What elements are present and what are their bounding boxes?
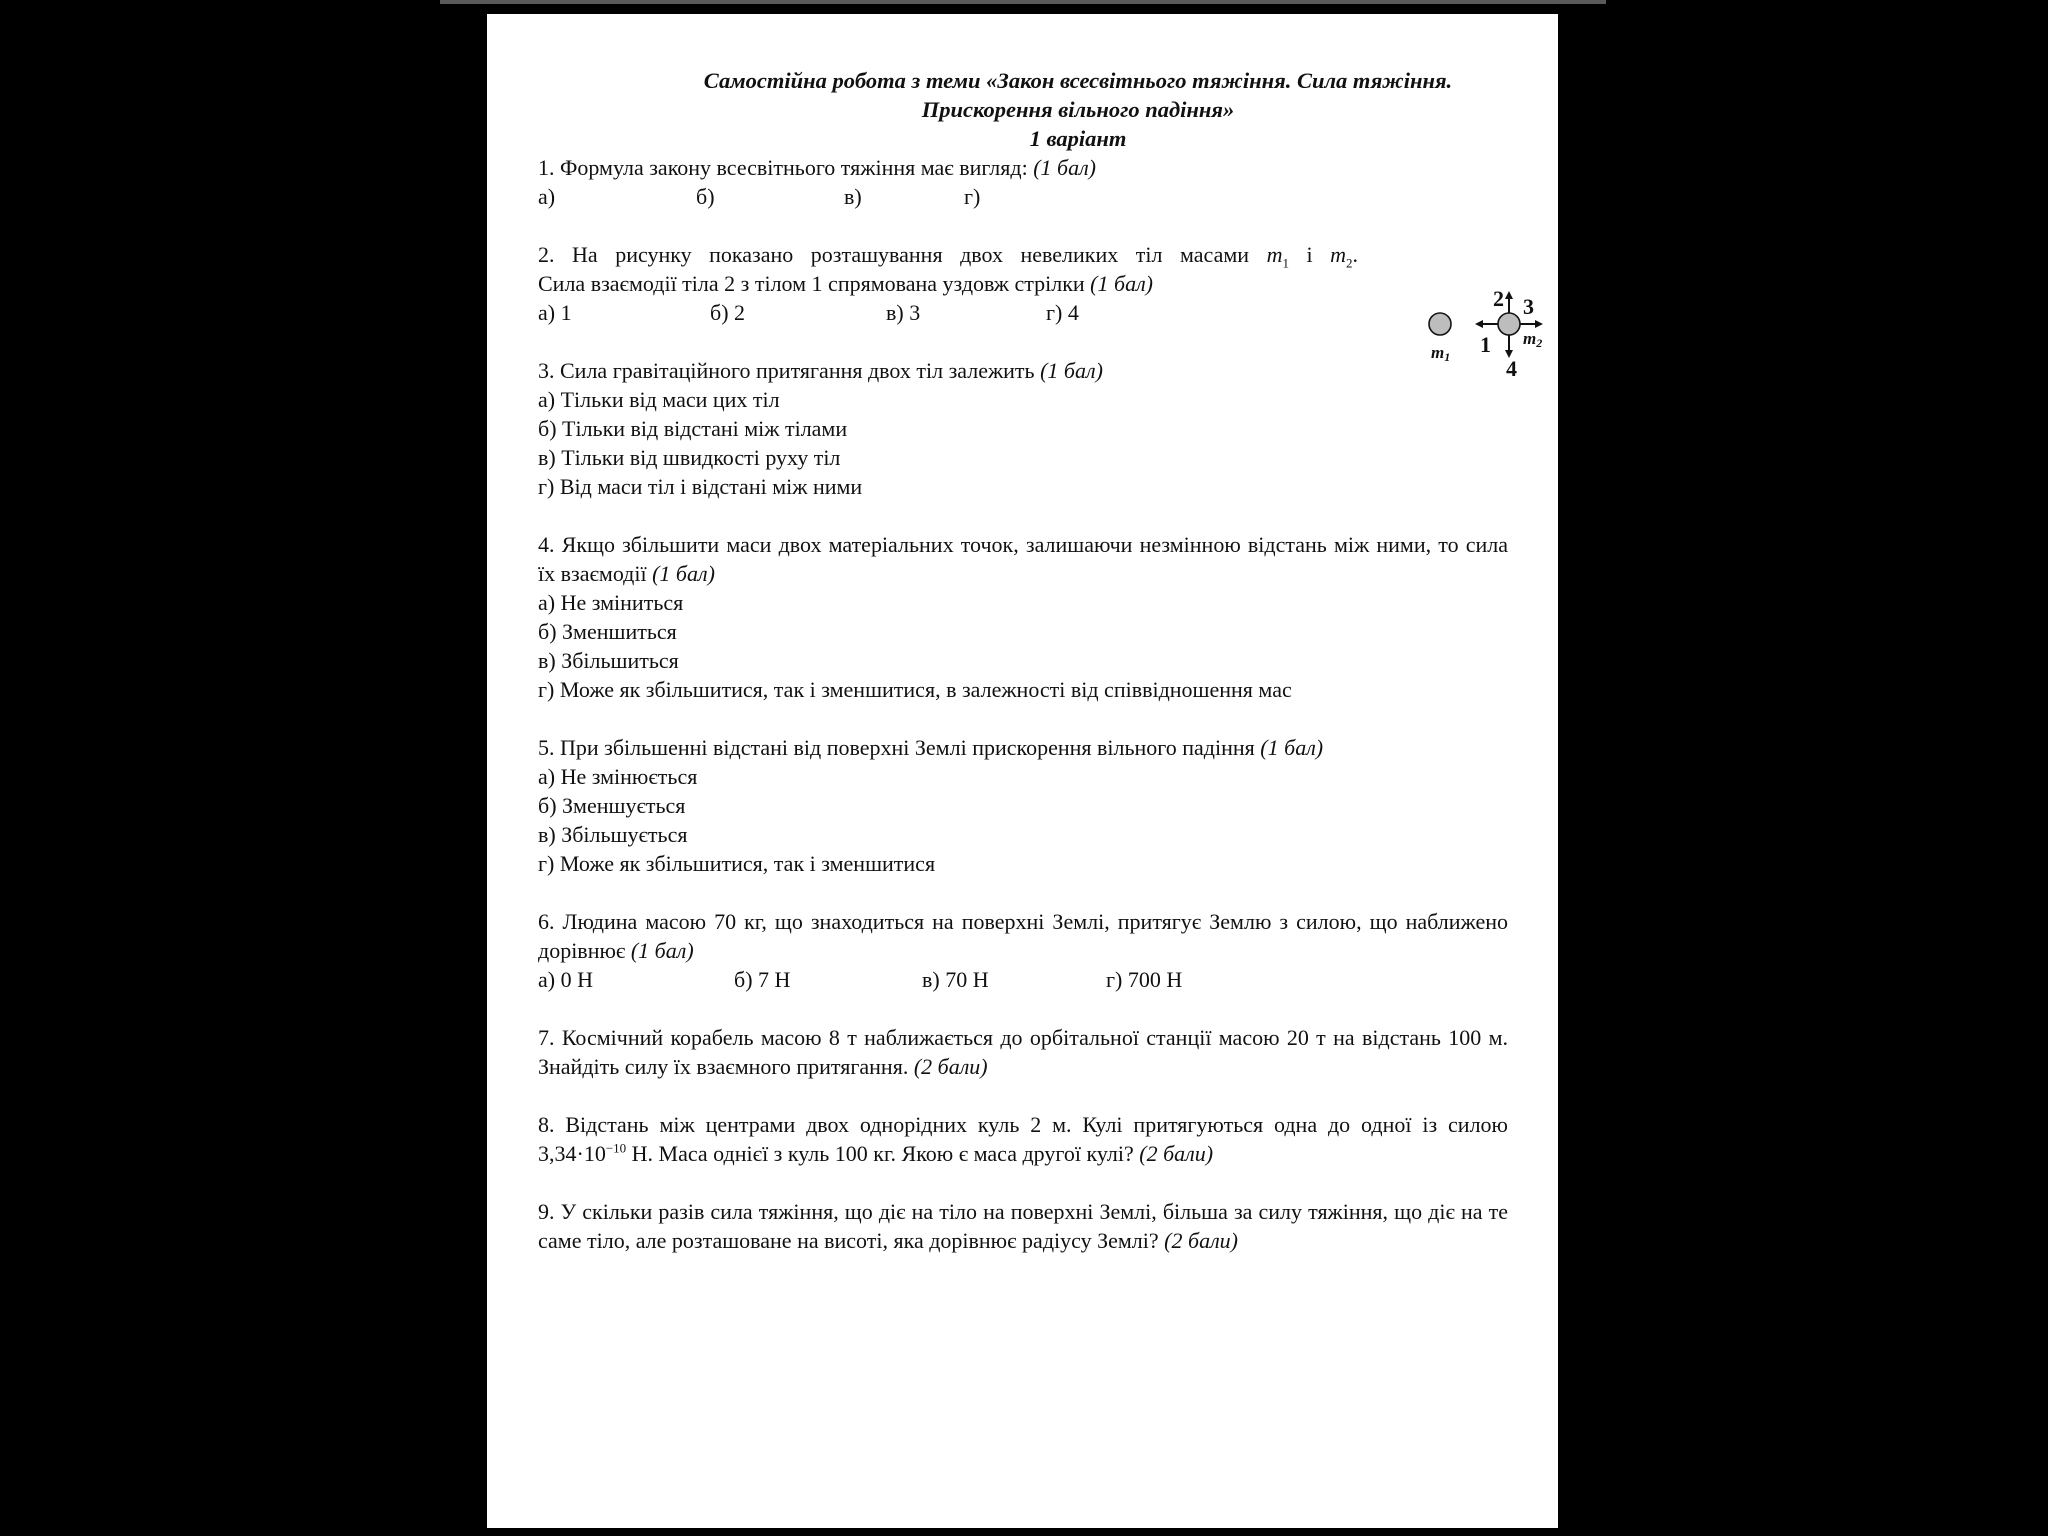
option-a: а) (538, 184, 556, 209)
viewer-top-strip (440, 0, 1606, 4)
question-5 (538, 733, 1508, 878)
mass-label-2: m2 (1523, 329, 1543, 350)
option-b: б) Зменшується (538, 793, 686, 818)
question-4 (538, 530, 1508, 704)
question-9 (538, 1197, 1508, 1255)
option-a: а) Не змінюється (538, 764, 698, 789)
question-2-points: (1 бал) (1090, 271, 1153, 296)
arrow-label-3: 3 (1523, 294, 1534, 319)
option-a: а) 1 (538, 300, 572, 325)
option-c: в) Збільшується (538, 822, 688, 847)
question-7 (538, 1023, 1508, 1081)
arrow-1-head (1475, 320, 1483, 328)
option-b: б) (696, 184, 715, 209)
question-6 (538, 907, 1508, 994)
mass-1-circle (1429, 313, 1451, 335)
title-line-2: Прискорення вільного падіння» (921, 97, 1235, 122)
question-9-text: 9. У скільки разів сила тяжіння, що діє на тіло на поверхні Землі, більша за силу тяжіння, що діє на те саме тіло, але розташоване на висоті, яка дорівнює радіусу Землі? (2 бали) (538, 1199, 1508, 1253)
question-9-points: (2 бали) (1164, 1228, 1238, 1253)
question-8-points: (2 бали) (1139, 1141, 1214, 1166)
option-c: в) Тільки від швидкості руху тіл (538, 445, 841, 470)
question-1 (538, 153, 1508, 211)
question-6-options (538, 965, 1508, 994)
question-6-points: (1 бал) (630, 938, 694, 963)
question-5-text: 5. При збільшенні відстані від поверхні Землі прискорення вільного падіння (1 бал) (538, 735, 1324, 760)
question-3-points: (1 бал) (1040, 358, 1103, 383)
question-5-points: (1 бал) (1260, 735, 1324, 760)
question-2 (538, 240, 1358, 327)
document-title (598, 66, 1558, 153)
option-b: б) 7 Н (734, 967, 791, 992)
option-a: а) Тільки від маси цих тіл (538, 387, 780, 412)
question-3-text: 3. Сила гравітаційного притягання двох тіл залежить (1 бал) (538, 358, 1103, 383)
question-8 (538, 1110, 1508, 1168)
two-bodies-figure (1423, 284, 1563, 379)
question-4-points: (1 бал) (652, 561, 715, 586)
question-2-text: 2. На рисунку показано розташування двох невеликих тіл масами $m_1$ і $m_2$. (538, 242, 1359, 271)
title-line-1: Самостійна робота з теми «Закон всесвітнього тяжіння. Сила тяжіння. (703, 68, 1453, 93)
question-7-text: 7. Космічний корабель масою 8 т наближається до орбітальної станції масою 20 т на відстань 100 м. Знайдіть силу їх взаємного притягання. (2 бали) (538, 1025, 1508, 1079)
mass-label-1: m1 (1431, 343, 1451, 364)
question-8-text: 8. Відстань між центрами двох однорідних куль 2 м. Кулі притягуються одна до одної із силою $3,34\cdot 10^{-10}$ Н. Маса однієї з куль 100 кг. Якою є маса другої кулі? (2 бали) (538, 1112, 1508, 1166)
question-3 (538, 356, 1508, 501)
option-a: а) Не зміниться (538, 590, 684, 615)
question-6-text: 6. Людина масою 70 кг, що знаходиться на поверхні Землі, притягує Землю з силою, що наближено дорівнює (1 бал) (538, 909, 1508, 963)
option-a: а) 0 Н (538, 967, 593, 992)
option-c: в) 70 Н (922, 967, 989, 992)
arrow-label-2: 2 (1493, 286, 1504, 311)
arrow-label-1: 1 (1480, 332, 1491, 357)
option-d: г) 700 Н (1106, 967, 1183, 992)
question-1-text: 1. Формула закону всесвітнього тяжіння має вигляд: (1 бал) (538, 155, 1096, 180)
option-d: г) (964, 184, 981, 209)
document-content (538, 66, 1543, 1255)
title-line-3: 1 варіант (1029, 126, 1127, 151)
mass-2-circle (1498, 313, 1520, 335)
option-d: г) Може як збільшитися, так і зменшитися, в залежності від співвідношення мас (538, 677, 1292, 702)
option-c: в) 3 (886, 300, 921, 325)
option-c: в) (844, 184, 862, 209)
arrow-label-4: 4 (1506, 356, 1517, 379)
option-b: б) Зменшиться (538, 619, 677, 644)
arrow-3-head (1535, 320, 1543, 328)
question-1-options (538, 182, 1508, 211)
option-c: в) Збільшиться (538, 648, 679, 673)
question-1-points: (1 бал) (1033, 155, 1096, 180)
option-d: г) 4 (1046, 300, 1079, 325)
question-7-points: (2 бали) (913, 1054, 988, 1079)
option-d: г) Від маси тіл і відстані між ними (538, 474, 863, 499)
arrow-2-head (1505, 291, 1513, 299)
question-2-text-line2: Сила взаємодії тіла 2 з тілом 1 спрямована уздовж стрілки (1 бал) (538, 271, 1153, 296)
option-d: г) Може як збільшитися, так і зменшитися (538, 851, 936, 876)
document-page (487, 14, 1558, 1528)
option-b: б) Тільки від відстані між тілами (538, 416, 848, 441)
option-b: б) 2 (710, 300, 746, 325)
question-2-options (538, 298, 1358, 327)
question-4-text: 4. Якщо збільшити маси двох матеріальних точок, залишаючи незмінною відстань між ними, то сила їх взаємодії (1 бал) (538, 532, 1508, 586)
